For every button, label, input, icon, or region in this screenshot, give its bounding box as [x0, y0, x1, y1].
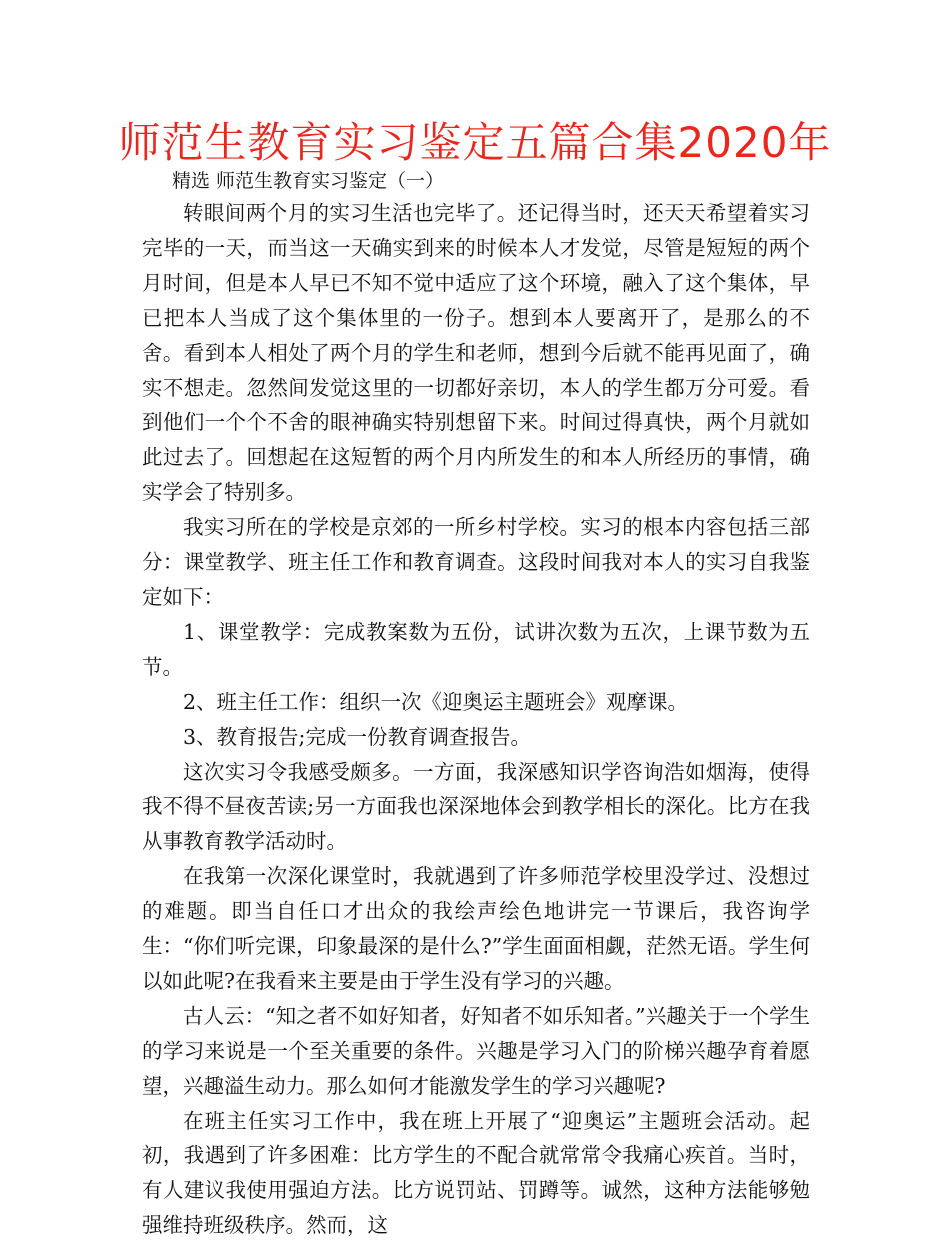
paragraph: 我实习所在的学校是京郊的一所乡村学校。实习的根本内容包括三部分：课堂教学、班主任工作和教育调查。这段时间我对本人的实习自我鉴定如下：	[142, 515, 810, 609]
paragraph: 在我第一次深化课堂时，我就遇到了许多师范学校里没学过、没想过的难题。即当自任口才出众的我绘声绘色地讲完一节课后，我咨询学生：“你们听完课，印象最深的是什么?”学生面面相觑，茫然无语。学生何以如此呢?在我看来主要是由于学生没有学习的兴趣。	[142, 864, 810, 993]
document-subtitle: 精选 师范生教育实习鉴定（一）	[172, 170, 445, 192]
document-title: 师范生教育实习鉴定五篇合集2020年	[118, 118, 832, 167]
list-item: 2、班主任工作：组织一次《迎奥运主题班会》观摩课。	[183, 689, 689, 714]
list-item: 1、课堂教学：完成教案数为五份，试讲次数为五次，上课节数为五节。	[142, 619, 810, 679]
list-item: 3、教育报告;完成一份教育调查报告。	[183, 724, 531, 749]
paragraph: 在班主任实习工作中，我在班上开展了“迎奥运”主题班会活动。起初，我遇到了许多困难：比方学生的不配合就常常令我痛心疾首。当时，有人建议我使用强迫方法。比方说罚站、罚蹲等。诚然，这种方法能够勉强维持班级秩序。然而，这	[142, 1108, 810, 1238]
paragraph: 转眼间两个月的实习生活也完毕了。还记得当时，还天天希望着实习完毕的一天，而当这一天确实到来的时候本人才发觉，尽管是短短的两个月时间，但是本人早已不知不觉中适应了这个环境，融入了这个集体，早已把本人当成了这个集体里的一份子。想到本人要离开了，是那么的不舍。看到本人相处了两个月的学生和老师，想到今后就不能再见面了，确实不想走。忽然间发觉这里的一切都好亲切，本人的学生都万分可爱。看到他们一个个不舍的眼神确实特别想留下来。时间过得真快，两个月就如此过去了。回想起在这短暂的两个月内所发生的和本人所经历的事情，确实学会了特别多。	[142, 201, 810, 505]
paragraph: 古人云：“知之者不如好知者，好知者不如乐知者。”兴趣关于一个学生的学习来说是一个至关重要的条件。兴趣是学习入门的阶梯兴趣孕育着愿望，兴趣溢生动力。那么如何才能激发学生的学习兴趣呢?	[142, 1003, 810, 1098]
document-body	[142, 196, 810, 1243]
paragraph: 这次实习令我感受颇多。一方面，我深感知识学咨询浩如烟海，使得我不得不昼夜苦读;另一方面我也深深地体会到教学相长的深化。比方在我从事教育教学活动时。	[142, 759, 810, 854]
